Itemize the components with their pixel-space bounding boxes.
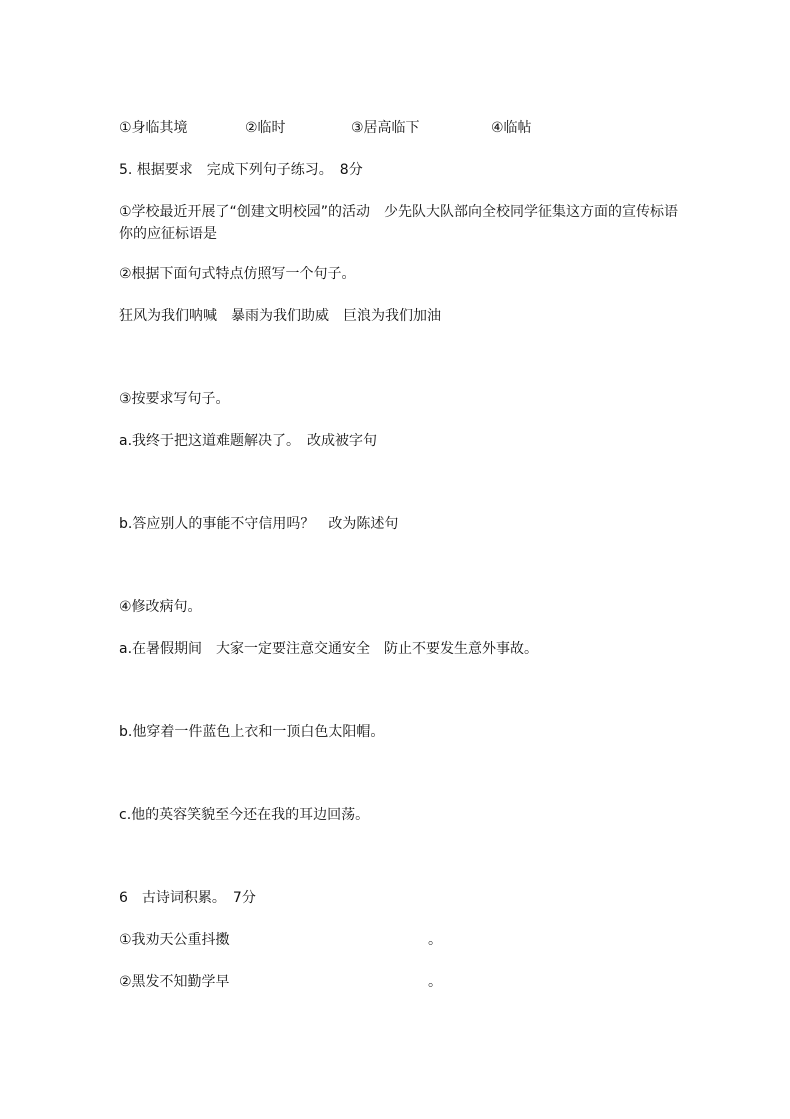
q5-item-3a: a.我终于把这道难题解决了。 改成被字句 [119,433,378,449]
q5-item-4c: c.他的英容笑貌至今还在我的耳边回荡。 [119,807,370,823]
q6-poem-1-end: 。 [428,932,442,948]
q5-item-3: ③按要求写句子。 [119,391,230,407]
q5-item-3b: b.答应别人的事能不守信用吗？ 改为陈述句 [119,516,399,532]
q5-item-4a: a.在暑假期间 大家一定要注意交通安全 防止不要发生意外事故。 [119,641,539,657]
q5-heading: 5. 根据要求 完成下列句子练习。 8分 [119,162,363,178]
option-2: ②临时 [245,120,286,136]
q6-poem-2: ②黑发不知勤学早 [119,974,230,990]
option-4: ④临帖 [491,120,532,136]
option-1: ①身临其境 [119,120,188,136]
q5-item-4b: b.他穿着一件蓝色上衣和一顶白色太阳帽。 [119,724,385,740]
q6-poem-1: ①我劝天公重抖擞 [119,932,230,948]
option-3: ③居高临下 [351,120,420,136]
q5-item-2: ②根据下面句式特点仿照写一个句子。 [119,266,356,282]
q6-heading: 6 古诗词积累。 7分 [119,890,256,906]
q5-item-1: ①学校最近开展了“创建文明校园”的活动 少先队大队部向全校同学征集这方面的宣传标语你的应征标语是 [119,204,679,242]
q6-poem-2-end: 。 [428,974,442,990]
q5-item-2-example: 狂风为我们呐喊 暴雨为我们助威 巨浪为我们加油 [119,308,441,324]
q5-item-4: ④修改病句。 [119,599,202,615]
